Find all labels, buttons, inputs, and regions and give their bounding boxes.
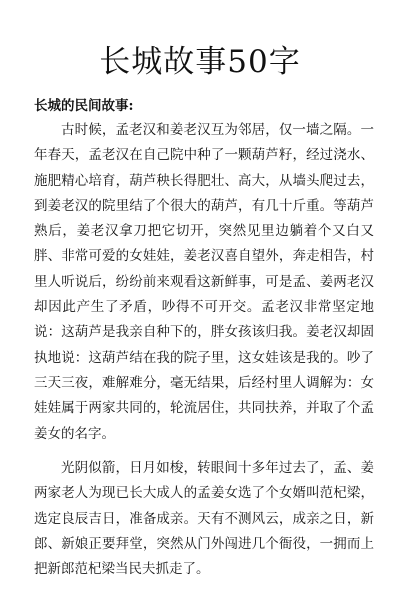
paragraph-2: 光阴似箭，日月如梭，转眼间十多年过去了，孟、姜两家老人为现已长大成人的孟姜女选了个女婿叫范杞梁，选定良辰吉日，准备成亲。天有不测风云，成亲之日，新郎、新娘正要拜堂，突然从门外闯进几个衙役，一拥而上把新郎范杞梁当民夫抓走了。 xyxy=(34,460,374,578)
paragraph-1: 古时候，孟老汉和姜老汉互为邻居，仅一墙之隔。一年春天，孟老汉在自己院中种了一颗葫芦籽，经过浇水、施肥精心培育，葫芦秧长得肥壮、高大，从墙头爬过去，到姜老汉的院里结了个很大的葫芦，有几十斤重。等葫芦熟后，姜老汉拿刀把它切开，突然见里边躺着个又白又胖、非常可爱的女娃娃，姜老汉喜自望外，奔走相告，村里人听说后，纷纷前来观看这新鲜事，可是孟、姜两老汉却因此产生了矛盾，吵得不可开交。孟老汉非常坚定地说：这葫芦是我亲自种下的，胖女孩该归我。姜老汉却固执地说：这葫芦结在我的院子里，这女娃该是我的。吵了三天三夜，难解难分，毫无结果，后经村里人调解为：女娃娃属于两家共同的，轮流居住，共同扶养，并取了个孟姜女的名字。 xyxy=(34,122,374,442)
section-heading: 长城的民间故事: xyxy=(34,98,134,114)
document-title: 长城故事50字 xyxy=(99,44,301,80)
